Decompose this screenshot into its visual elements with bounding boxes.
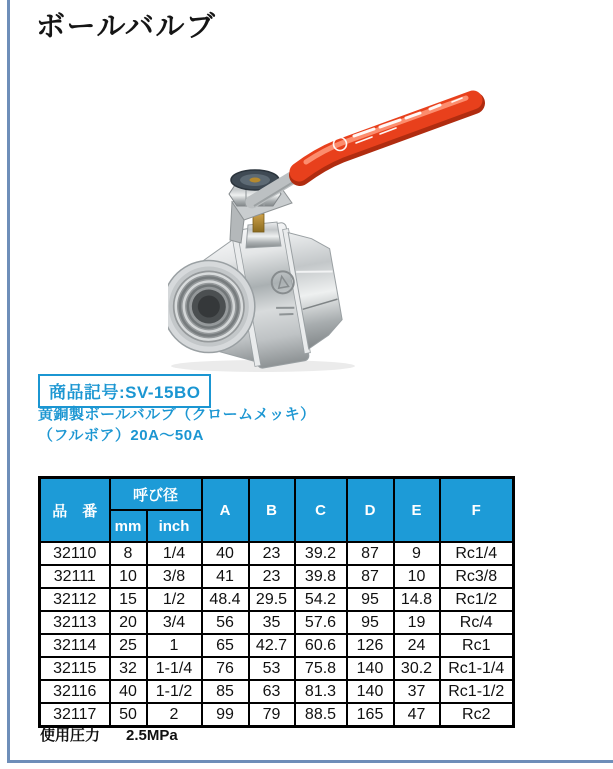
table-cell: 32115	[40, 657, 110, 680]
table-cell: Rc/4	[440, 611, 514, 634]
table-cell: 3/8	[147, 565, 202, 588]
table-cell: 14.8	[394, 588, 440, 611]
table-cell: 19	[394, 611, 440, 634]
table-cell: 140	[347, 680, 394, 703]
table-cell: 32112	[40, 588, 110, 611]
table-row	[40, 565, 514, 588]
table-cell: 79	[249, 703, 295, 727]
pressure-note	[40, 724, 178, 745]
table-cell: 140	[347, 657, 394, 680]
table-cell: 63	[249, 680, 295, 703]
description-line-2: （フルボア）20A〜50A	[38, 427, 204, 444]
table-cell: 50	[110, 703, 147, 727]
table-cell: 81.3	[295, 680, 347, 703]
product-code-badge	[38, 374, 211, 408]
table-cell: 76	[202, 657, 249, 680]
table-cell: 75.8	[295, 657, 347, 680]
header-dim-e: E	[394, 478, 440, 543]
pressure-value: 2.5MPa	[126, 727, 178, 744]
table-cell: 32110	[40, 542, 110, 565]
table-cell: 20	[110, 611, 147, 634]
table-cell: 37	[394, 680, 440, 703]
table-cell: 1-1/4	[147, 657, 202, 680]
table-cell: 53	[249, 657, 295, 680]
table-cell: 30.2	[394, 657, 440, 680]
header-dim-d: D	[347, 478, 394, 543]
table-cell: 60.6	[295, 634, 347, 657]
table-cell: 9	[394, 542, 440, 565]
table-cell: Rc1-1/2	[440, 680, 514, 703]
table-cell: 24	[394, 634, 440, 657]
table-cell: 40	[202, 542, 249, 565]
table-cell: 1/2	[147, 588, 202, 611]
table-cell: 40	[110, 680, 147, 703]
header-dim-c: C	[295, 478, 347, 543]
table-cell: 29.5	[249, 588, 295, 611]
table-cell: 32114	[40, 634, 110, 657]
table-cell: 32111	[40, 565, 110, 588]
table-cell: 65	[202, 634, 249, 657]
table-cell: 41	[202, 565, 249, 588]
table-cell: 56	[202, 611, 249, 634]
table-cell: 87	[347, 542, 394, 565]
spec-table-body	[40, 542, 514, 727]
table-cell: Rc1	[440, 634, 514, 657]
table-cell: 15	[110, 588, 147, 611]
table-cell: 42.7	[249, 634, 295, 657]
table-cell: 32	[110, 657, 147, 680]
table-cell: 8	[110, 542, 147, 565]
table-cell: 95	[347, 588, 394, 611]
table-row	[40, 634, 514, 657]
header-dim-b: B	[249, 478, 295, 543]
header-dim-f: F	[440, 478, 514, 543]
table-cell: 95	[347, 611, 394, 634]
table-row	[40, 542, 514, 565]
table-cell: 32116	[40, 680, 110, 703]
table-cell: 3/4	[147, 611, 202, 634]
table-cell: 88.5	[295, 703, 347, 727]
table-cell: 39.2	[295, 542, 347, 565]
table-cell: 99	[202, 703, 249, 727]
header-nominal-dia: 呼び径	[110, 478, 202, 511]
product-description	[38, 404, 316, 446]
page-left-rule	[7, 0, 10, 763]
table-cell: 57.6	[295, 611, 347, 634]
table-cell: 39.8	[295, 565, 347, 588]
table-cell: 48.4	[202, 588, 249, 611]
table-row	[40, 611, 514, 634]
table-cell: 87	[347, 565, 394, 588]
header-dim-a: A	[202, 478, 249, 543]
lever-red-grip	[299, 98, 474, 175]
table-cell: 10	[394, 565, 440, 588]
table-row	[40, 680, 514, 703]
table-cell: 23	[249, 542, 295, 565]
table-cell: 2	[147, 703, 202, 727]
table-cell: 32113	[40, 611, 110, 634]
table-cell: 35	[249, 611, 295, 634]
pressure-label: 使用圧力	[40, 727, 101, 744]
table-cell: 32117	[40, 703, 110, 727]
table-cell: 25	[110, 634, 147, 657]
table-cell: 126	[347, 634, 394, 657]
table-cell: Rc1-1/4	[440, 657, 514, 680]
table-cell: Rc1/2	[440, 588, 514, 611]
spec-table	[38, 476, 515, 728]
table-cell: Rc3/8	[440, 565, 514, 588]
table-cell: Rc2	[440, 703, 514, 727]
table-cell: Rc1/4	[440, 542, 514, 565]
product-code-text: 商品記号:SV-15BO	[49, 383, 201, 402]
table-cell: 165	[347, 703, 394, 727]
table-row	[40, 657, 514, 680]
table-cell: 1	[147, 634, 202, 657]
header-product-no: 品 番	[40, 478, 110, 543]
table-cell: 47	[394, 703, 440, 727]
table-cell: 1/4	[147, 542, 202, 565]
product-photo	[168, 72, 488, 372]
table-row	[40, 588, 514, 611]
header-inch: inch	[147, 510, 202, 542]
table-cell: 54.2	[295, 588, 347, 611]
table-cell: 10	[110, 565, 147, 588]
description-line-1: 黄銅製ボールバルブ（クロームメッキ）	[38, 406, 316, 423]
header-mm: mm	[110, 510, 147, 542]
table-cell: 23	[249, 565, 295, 588]
page-title: ボールバルブ	[36, 11, 217, 43]
ball-valve-illustration	[168, 72, 488, 372]
page-bottom-rule	[7, 760, 613, 763]
table-cell: 1-1/2	[147, 680, 202, 703]
table-cell: 85	[202, 680, 249, 703]
table-row	[40, 703, 514, 727]
